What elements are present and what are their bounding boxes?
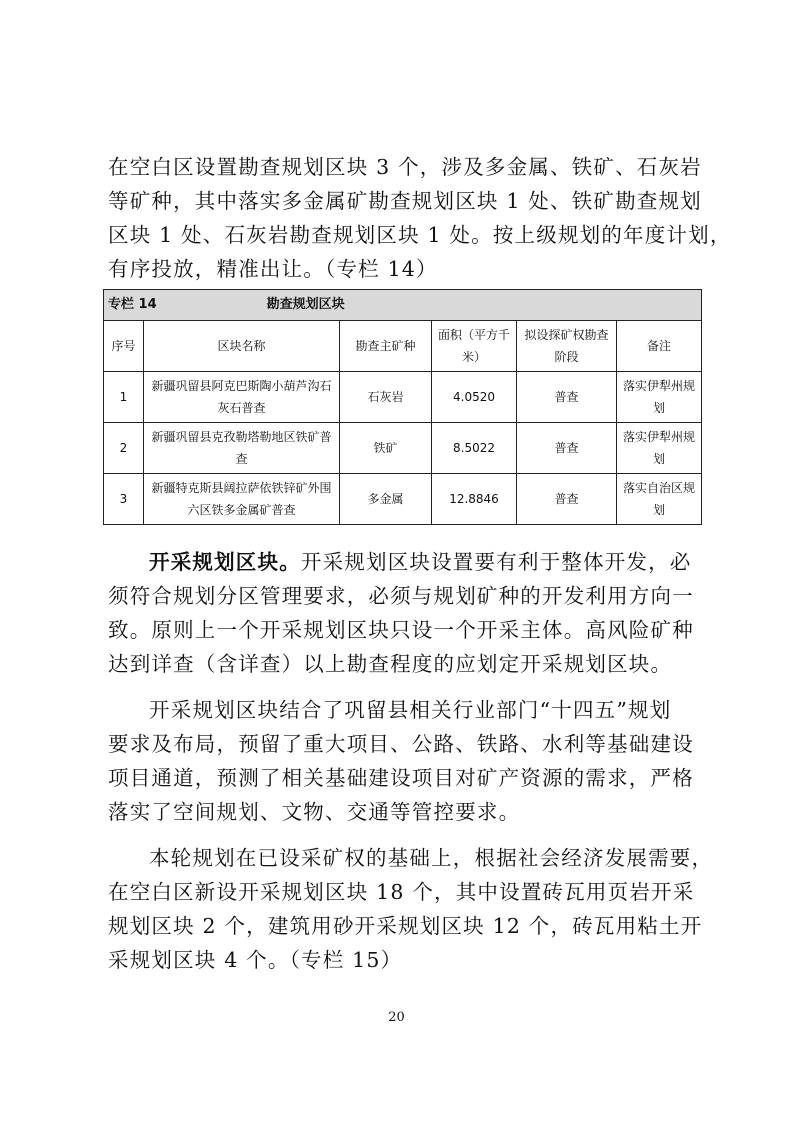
text-line: 采规划区块 4 个。（专栏 15） — [108, 948, 403, 972]
text-line: 有序投放，精准出让。（专栏 14） — [108, 257, 438, 281]
table-cell: 普查 — [517, 474, 617, 525]
table-cell: 落实伊犁州规划 — [617, 372, 702, 423]
paragraph-exploration-blocks — [108, 150, 732, 286]
text-line: 在空白区设置勘查规划区块 3 个，涉及多金属、铁矿、石灰岩 — [108, 155, 702, 179]
table-cell: 落实伊犁州规划 — [617, 423, 702, 474]
text-line: 项目通道，预测了相关基础建设项目对矿产资源的需求，严格 — [108, 766, 694, 790]
text-line: 须符合规划分区管理要求，必须与规划矿种的开发利用方向一 — [108, 584, 694, 608]
paragraph-mining-blocks — [108, 545, 698, 681]
column-label: 专栏 14 — [108, 297, 157, 312]
table-cell: 落实自治区规划 — [617, 474, 702, 525]
table-cell: 1 — [104, 372, 144, 423]
header-cell: 序号 — [104, 321, 144, 372]
header-cell: 区块名称 — [144, 321, 340, 372]
page-number: 20 — [388, 1010, 405, 1025]
text-line: 本轮规划在已设采矿权的基础上，根据社会经济发展需要， — [149, 846, 714, 870]
text-line: 在空白区新设开采规划区块 18 个，其中设置砖瓦用页岩开采 — [108, 880, 695, 904]
lead-heading: 开采规划区块。 — [149, 550, 301, 574]
table-header-row — [104, 321, 702, 372]
table-row — [104, 423, 702, 474]
table-cell: 8.5022 — [432, 423, 517, 474]
table-cell: 新疆巩留县克孜勒塔勒地区铁矿普查 — [144, 423, 340, 474]
text-line: 区块 1 处、石灰岩勘查规划区块 1 处。按上级规划的年度计划， — [108, 223, 732, 247]
table-row — [104, 372, 702, 423]
table-cell: 新疆特克斯县阔拉萨依铁锌矿外围六区铁多金属矿普查 — [144, 474, 340, 525]
header-cell: 面积（平方千米） — [432, 321, 517, 372]
header-cell: 拟设探矿权勘查阶段 — [517, 321, 617, 372]
table-cell: 新疆巩留县阿克巴斯陶小葫芦沟石灰石普查 — [144, 372, 340, 423]
table-caption — [104, 290, 702, 321]
header-cell: 备注 — [617, 321, 702, 372]
table-cell: 3 — [104, 474, 144, 525]
paragraph-planning-alignment — [108, 693, 698, 829]
text-line: 达到详查（含详查）以上勘查程度的应划定开采规划区块。 — [108, 652, 673, 676]
table-cell: 普查 — [517, 423, 617, 474]
table-row — [104, 474, 702, 525]
table-cell: 铁矿 — [340, 423, 432, 474]
table-cell: 普查 — [517, 372, 617, 423]
table-cell: 多金属 — [340, 474, 432, 525]
table-cell: 4.0520 — [432, 372, 517, 423]
header-cell: 勘查主矿种 — [340, 321, 432, 372]
text-line: 致。原则上一个开采规划区块只设一个开采主体。高风险矿种 — [108, 618, 694, 642]
paragraph-new-mining-blocks — [108, 841, 714, 977]
text-line: 等矿种，其中落实多金属矿勘查规划区块 1 处、铁矿勘查规划 — [108, 189, 702, 213]
text-line: 要求及布局，预留了重大项目、公路、铁路、水利等基础建设 — [108, 732, 694, 756]
table-cell: 2 — [104, 423, 144, 474]
text-line: 开采规划区块结合了巩留县相关行业部门“十四五”规划 — [149, 698, 672, 722]
text-line: 规划区块 2 个，建筑用砂开采规划区块 12 个，砖瓦用粘土开 — [108, 914, 703, 938]
text-line: 落实了空间规划、文物、交通等管控要求。 — [108, 800, 521, 824]
text-run: 开采规划区块设置要有利于整体开发，必 — [300, 550, 692, 574]
table-cell: 石灰岩 — [340, 372, 432, 423]
text-line — [108, 545, 698, 579]
exploration-blocks-table — [103, 289, 701, 525]
table-cell: 12.8846 — [432, 474, 517, 525]
table-title: 勘查规划区块 — [266, 297, 345, 312]
